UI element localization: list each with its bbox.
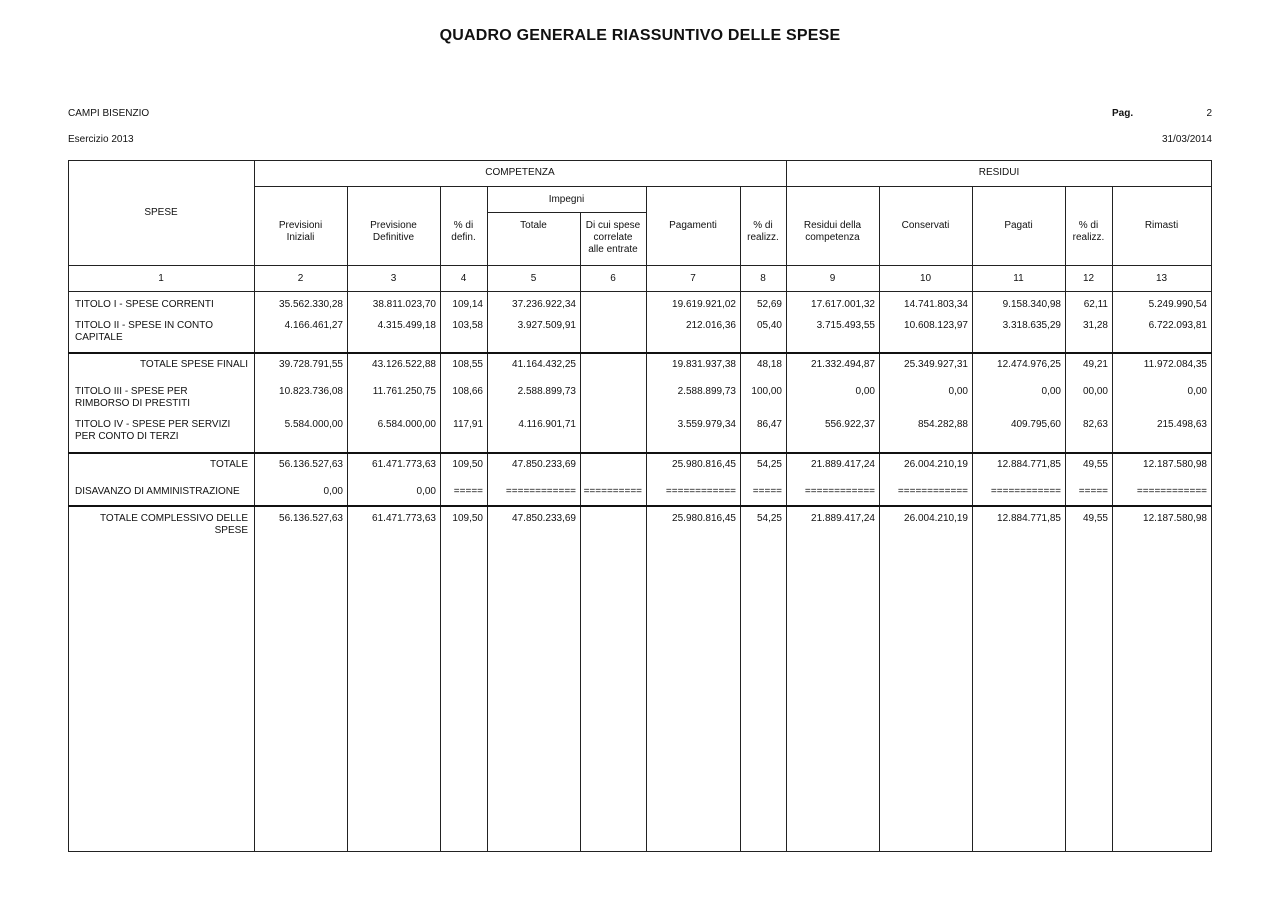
table-cell: 108,66 [452, 386, 483, 397]
page-title: QUADRO GENERALE RIASSUNTIVO DELLE SPESE [439, 27, 841, 44]
table-cell: 35.562.330,28 [279, 299, 343, 310]
row-label: TITOLO II - SPESE IN CONTO CAPITALE [75, 320, 213, 343]
table-cell: ===== [752, 486, 782, 497]
table-cell: 12.187.580,98 [1143, 459, 1207, 470]
group-competenza: COMPETENZA [485, 167, 555, 178]
table-cell: 21.332.494,87 [811, 359, 875, 370]
table-cell: 47.850.233,69 [512, 513, 576, 524]
table-cell: 21.889.417,24 [811, 513, 875, 524]
table-cell: 6.584.000,00 [377, 419, 436, 430]
table-cell: ========== [583, 486, 642, 497]
report-date: 31/03/2014 [1161, 134, 1212, 145]
table-cell: 12.474.976,25 [997, 359, 1061, 370]
table-cell: 86,47 [756, 419, 782, 430]
table-cell: 47.850.233,69 [512, 459, 576, 470]
col-header: Pagati [1004, 220, 1033, 231]
col-header: Di cui spese correlate alle entrate [585, 220, 641, 255]
table-cell: 409.795,60 [1010, 419, 1061, 430]
table-cell: 0,00 [1041, 386, 1061, 397]
table-cell: 21.889.417,24 [811, 459, 875, 470]
table-cell: 62,11 [1083, 299, 1108, 310]
table-cell: 00,00 [1082, 386, 1108, 397]
col-header: Totale [520, 220, 547, 231]
table-cell: 12.884.771,85 [997, 513, 1061, 524]
col-header: % di realizz. [1072, 220, 1105, 243]
col-header: Previsione Definitive [370, 220, 417, 243]
table-cell: 3.318.635,29 [1002, 320, 1061, 331]
table-cell: 25.980.816,45 [672, 459, 736, 470]
table-cell: 10.608.123,97 [904, 320, 968, 331]
table-cell: 556.922,37 [824, 419, 875, 430]
col-number: 8 [760, 273, 766, 284]
table-cell: 9.158.340,98 [1002, 299, 1061, 310]
table-cell: 2.588.899,73 [517, 386, 576, 397]
table-cell: 52,69 [756, 299, 782, 310]
col-header: Previsioni Iniziali [278, 220, 323, 243]
group-impegni: Impegni [548, 194, 585, 205]
table-cell: 0,00 [416, 486, 436, 497]
table-cell: 14.741.803,34 [904, 299, 968, 310]
table-cell: 31,28 [1082, 320, 1108, 331]
col-header: Residui della competenza [803, 220, 862, 243]
table-cell: 109,50 [452, 513, 483, 524]
table-cell: 215.498,63 [1156, 419, 1207, 430]
col-number: 3 [390, 273, 397, 284]
col-number: 1 [158, 273, 164, 284]
table-cell: 3.715.493,55 [816, 320, 875, 331]
row-label: TOTALE COMPLESSIVO DELLE SPESE [99, 513, 248, 536]
table-cell: ============ [665, 486, 736, 497]
col-number: 5 [530, 273, 537, 284]
row-label: TOTALE SPESE FINALI [140, 359, 248, 370]
row-label: TITOLO III - SPESE PER RIMBORSO DI PRESTITI [75, 386, 191, 409]
table-cell: 103,58 [452, 320, 483, 331]
row-label: TITOLO IV - SPESE PER SERVIZI PER CONTO DI TERZI [75, 419, 231, 442]
spese-header: SPESE [144, 207, 178, 218]
table-cell: 49,55 [1082, 459, 1108, 470]
table-cell: ============ [505, 486, 576, 497]
table-cell: 26.004.210,19 [904, 513, 968, 524]
row-label: DISAVANZO DI AMMINISTRAZIONE [75, 486, 240, 497]
table-cell: 17.617.001,32 [811, 299, 875, 310]
table-cell: 82,63 [1082, 419, 1108, 430]
table-cell: 10.823.736,08 [279, 386, 343, 397]
table-cell: 48,18 [756, 359, 782, 370]
table-cell: 4.116.901,71 [518, 419, 576, 430]
table-cell: 3.927.509,91 [517, 320, 576, 331]
table-cell: 61.471.773,63 [372, 459, 436, 470]
table-cell: 26.004.210,19 [904, 459, 968, 470]
col-header: % di realizz. [747, 220, 779, 243]
col-header: Conservati [901, 220, 950, 231]
fiscal-year: Esercizio 2013 [68, 134, 134, 145]
table-cell: 54,25 [756, 459, 782, 470]
table-cell: 37.236.922,34 [512, 299, 576, 310]
table-cell: 61.471.773,63 [372, 513, 436, 524]
table-cell: 12.884.771,85 [997, 459, 1061, 470]
table-cell: 25.980.816,45 [672, 513, 736, 524]
table-cell: ===== [1078, 486, 1108, 497]
table-cell: 56.136.527,63 [279, 513, 343, 524]
table-cell: 0,00 [948, 386, 968, 397]
table-cell: ============ [990, 486, 1061, 497]
table-cell: 100,00 [751, 386, 782, 397]
row-label: TITOLO I - SPESE CORRENTI [75, 299, 214, 310]
col-header: Rimasti [1144, 220, 1179, 231]
table-cell: 25.349.927,31 [904, 359, 968, 370]
col-header: Pagamenti [669, 220, 717, 231]
table-cell: 11.972.084,35 [1143, 359, 1207, 370]
col-number: 6 [610, 273, 616, 284]
table-cell: 109,50 [452, 459, 483, 470]
entity-name: CAMPI BISENZIO [68, 108, 150, 119]
table-cell: 49,21 [1082, 359, 1108, 370]
col-number: 10 [919, 273, 932, 284]
table-cell: 109,14 [452, 299, 483, 310]
col-number: 2 [297, 273, 304, 284]
table-cell: 2.588.899,73 [677, 386, 736, 397]
table-cell: 54,25 [756, 513, 782, 524]
table-cell: ============ [1136, 486, 1207, 497]
table-cell: 3.559.979,34 [677, 419, 736, 430]
col-number: 9 [829, 273, 836, 284]
table-cell: 212.016,36 [685, 320, 736, 331]
row-label: TOTALE [210, 459, 248, 470]
table-cell: 05,40 [756, 320, 782, 331]
table-cell: 5.249.990,54 [1148, 299, 1207, 310]
table-cell: 12.187.580,98 [1143, 513, 1207, 524]
table-cell: 11.761.250,75 [372, 386, 436, 397]
table-cell: 0,00 [855, 386, 875, 397]
table-cell: 38.811.023,70 [372, 299, 436, 310]
table-cell: 41.164.432,25 [512, 359, 576, 370]
col-number: 11 [1013, 273, 1024, 284]
table-cell: ===== [453, 486, 483, 497]
table-cell: 56.136.527,63 [279, 459, 343, 470]
col-number: 4 [460, 273, 467, 284]
group-residui: RESIDUI [978, 167, 1020, 178]
page-label: Pag. [1112, 108, 1134, 119]
col-number: 12 [1082, 273, 1095, 284]
col-number: 7 [690, 273, 696, 284]
table-cell: 6.722.093,81 [1148, 320, 1207, 331]
table-cell: 19.619.921,02 [672, 299, 736, 310]
table-cell: 43.126.522,88 [372, 359, 436, 370]
table-cell: 0,00 [1187, 386, 1207, 397]
table-cell: 117,91 [453, 419, 483, 430]
col-number: 13 [1155, 273, 1168, 284]
table-cell: ============ [804, 486, 875, 497]
col-header: % di defin. [451, 220, 476, 243]
table-cell: 0,00 [323, 486, 343, 497]
table-cell: 4.315.499,18 [377, 320, 436, 331]
page-number: 2 [1206, 108, 1212, 119]
table-cell: 19.831.937,38 [672, 359, 736, 370]
table-cell: 5.584.000,00 [284, 419, 343, 430]
table-cell: 49,55 [1082, 513, 1108, 524]
table-cell: 39.728.791,55 [279, 359, 343, 370]
table-cell: 854.282,88 [917, 419, 968, 430]
table-cell: 4.166.461,27 [284, 320, 343, 331]
table-cell: 108,55 [452, 359, 483, 370]
table-cell: ============ [897, 486, 968, 497]
